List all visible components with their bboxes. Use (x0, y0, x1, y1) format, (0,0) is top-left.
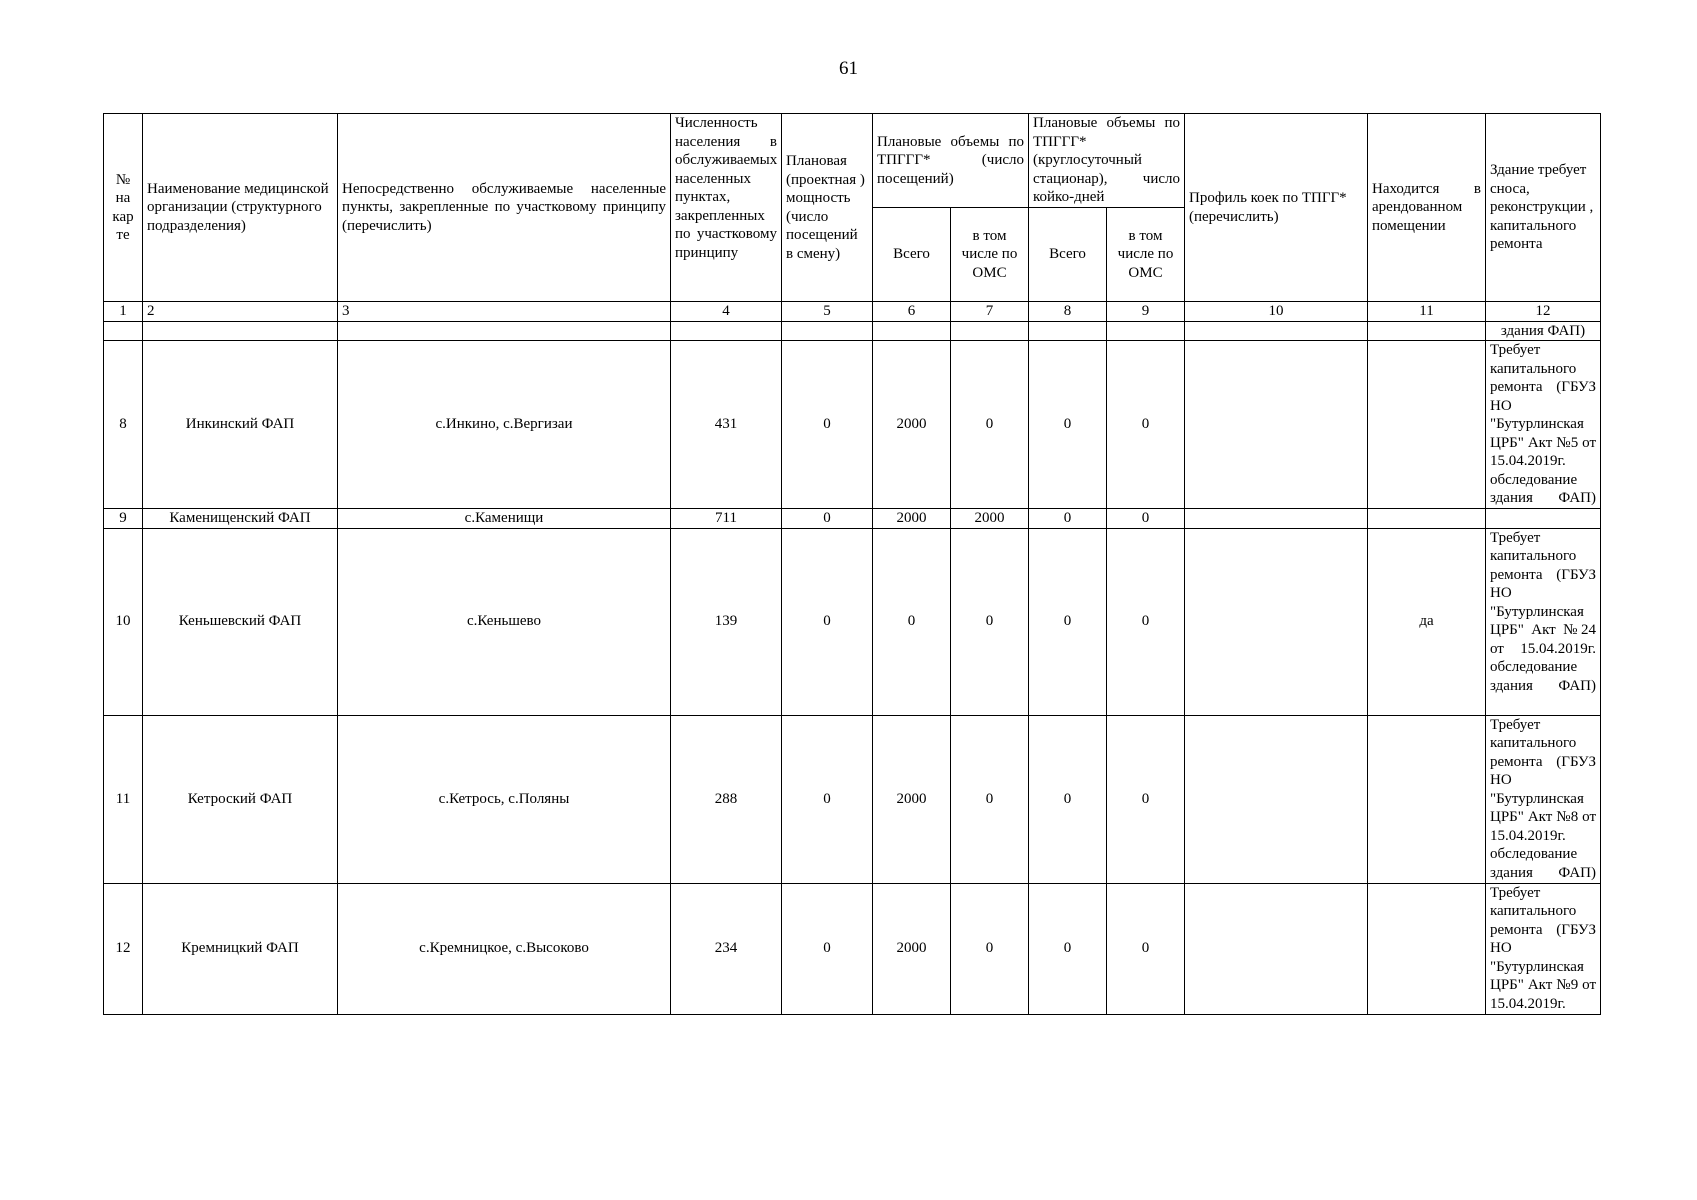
row-name: Кремницкий ФАП (143, 883, 338, 1014)
row-beds-oms: 0 (1107, 528, 1185, 715)
page-number: 61 (839, 58, 858, 79)
header-col67: Плановые объемы по ТПГГГ* (число посещений) (873, 114, 1029, 208)
row-capacity: 0 (782, 341, 873, 509)
column-number: 3 (338, 302, 671, 322)
row-population: 288 (671, 715, 782, 883)
row-population: 711 (671, 509, 782, 529)
row-beds-total: 0 (1029, 883, 1107, 1014)
row-visits-oms: 0 (951, 341, 1029, 509)
row-building (1486, 509, 1601, 529)
row-beds-oms: 0 (1107, 883, 1185, 1014)
row-visits-oms: 0 (951, 883, 1029, 1014)
header-row (104, 114, 1601, 208)
row-number: 11 (104, 715, 143, 883)
row-beds-oms: 0 (1107, 341, 1185, 509)
continuation-row (104, 321, 1601, 341)
row-localities: с.Каменищи (338, 509, 671, 529)
row-bed-profile (1185, 528, 1368, 715)
header-col12: Здание требует сноса, реконструкции , капитального ремонта (1486, 114, 1601, 302)
row-name: Кеньшевский ФАП (143, 528, 338, 715)
header-col1: № на кар те (104, 114, 143, 302)
row-localities: с.Кетрось, с.Поляны (338, 715, 671, 883)
row-localities: с.Кремницкое, с.Высоково (338, 883, 671, 1014)
row-number: 8 (104, 341, 143, 509)
row-number: 9 (104, 509, 143, 529)
column-number: 6 (873, 302, 951, 322)
header-col2: Наименование медицинской организации (структурного подразделения) (143, 114, 338, 302)
row-rented: да (1368, 528, 1486, 715)
row-capacity: 0 (782, 715, 873, 883)
column-number: 10 (1185, 302, 1368, 322)
row-beds-total: 0 (1029, 715, 1107, 883)
row-building: Требует капитального ремонта (ГБУЗ НО "Бутурлинская ЦРБ" Акт №5 от 15.04.2019г. обследование здания ФАП) (1486, 341, 1601, 509)
row-rented (1368, 883, 1486, 1014)
row-beds-oms: 0 (1107, 715, 1185, 883)
row-bed-profile (1185, 883, 1368, 1014)
row-beds-total: 0 (1029, 528, 1107, 715)
row-building: Требует капитального ремонта (ГБУЗ НО "Бутурлинская ЦРБ" Акт №9 от 15.04.2019г. (1486, 883, 1601, 1014)
column-number-row (104, 302, 1601, 322)
column-number: 2 (143, 302, 338, 322)
header-col5: Плановая (проектная ) мощность (число посещений в смену) (782, 114, 873, 302)
column-number: 7 (951, 302, 1029, 322)
row-visits-total: 2000 (873, 509, 951, 529)
row-beds-total: 0 (1029, 509, 1107, 529)
row-localities: с.Кеньшево (338, 528, 671, 715)
row-visits-total: 2000 (873, 883, 951, 1014)
header-col10: Профиль коек по ТПГГ* (перечислить) (1185, 114, 1368, 302)
row-capacity: 0 (782, 528, 873, 715)
row-name: Кетроский ФАП (143, 715, 338, 883)
row-visits-oms: 0 (951, 715, 1029, 883)
header-col11: Находится в арендованном помещении (1368, 114, 1486, 302)
header-col3: Непосредственно обслуживаемые населенные пункты, закрепленные по участковому принципу (перечислить) (338, 114, 671, 302)
table-row (104, 341, 1601, 509)
column-number: 12 (1486, 302, 1601, 322)
row-name: Инкинский ФАП (143, 341, 338, 509)
header-col7: в том числе по ОМС (951, 208, 1029, 302)
row-number: 10 (104, 528, 143, 715)
table-row (104, 883, 1601, 1014)
table-row (104, 715, 1601, 883)
row-bed-profile (1185, 509, 1368, 529)
row-capacity: 0 (782, 509, 873, 529)
header-col6: Всего (873, 208, 951, 302)
header-col89: Плановые объемы по ТПГГГ* (круглосуточный стационар), число койко-дней (1029, 114, 1185, 208)
row-rented (1368, 509, 1486, 529)
row-population: 431 (671, 341, 782, 509)
column-number: 5 (782, 302, 873, 322)
continuation-building-cell: здания ФАП) (1486, 321, 1601, 341)
row-visits-oms: 0 (951, 528, 1029, 715)
column-number: 9 (1107, 302, 1185, 322)
row-rented (1368, 341, 1486, 509)
header-col4: Численность населения в обслуживаемых населенных пунктах, закрепленных по участковому принципу (671, 114, 782, 302)
row-building: Требует капитального ремонта (ГБУЗ НО "Бутурлинская ЦРБ" Акт №24 от 15.04.2019г. обследование здания ФАП) (1486, 528, 1601, 715)
row-name: Каменищенский ФАП (143, 509, 338, 529)
column-number: 1 (104, 302, 143, 322)
row-beds-oms: 0 (1107, 509, 1185, 529)
table-row (104, 528, 1601, 715)
row-visits-total: 2000 (873, 715, 951, 883)
row-rented (1368, 715, 1486, 883)
row-bed-profile (1185, 715, 1368, 883)
row-population: 139 (671, 528, 782, 715)
column-number: 11 (1368, 302, 1486, 322)
row-bed-profile (1185, 341, 1368, 509)
row-number: 12 (104, 883, 143, 1014)
row-population: 234 (671, 883, 782, 1014)
table-row (104, 509, 1601, 529)
row-visits-total: 0 (873, 528, 951, 715)
row-visits-oms: 2000 (951, 509, 1029, 529)
row-visits-total: 2000 (873, 341, 951, 509)
row-localities: с.Инкино, с.Вергизаи (338, 341, 671, 509)
row-beds-total: 0 (1029, 341, 1107, 509)
header-col8: Всего (1029, 208, 1107, 302)
column-number: 4 (671, 302, 782, 322)
column-number: 8 (1029, 302, 1107, 322)
row-building: Требует капитального ремонта (ГБУЗ НО "Бутурлинская ЦРБ" Акт №8 от 15.04.2019г. обследование здания ФАП) (1486, 715, 1601, 883)
row-capacity: 0 (782, 883, 873, 1014)
fap-table (103, 113, 1601, 1015)
header-col9: в том числе по ОМС (1107, 208, 1185, 302)
